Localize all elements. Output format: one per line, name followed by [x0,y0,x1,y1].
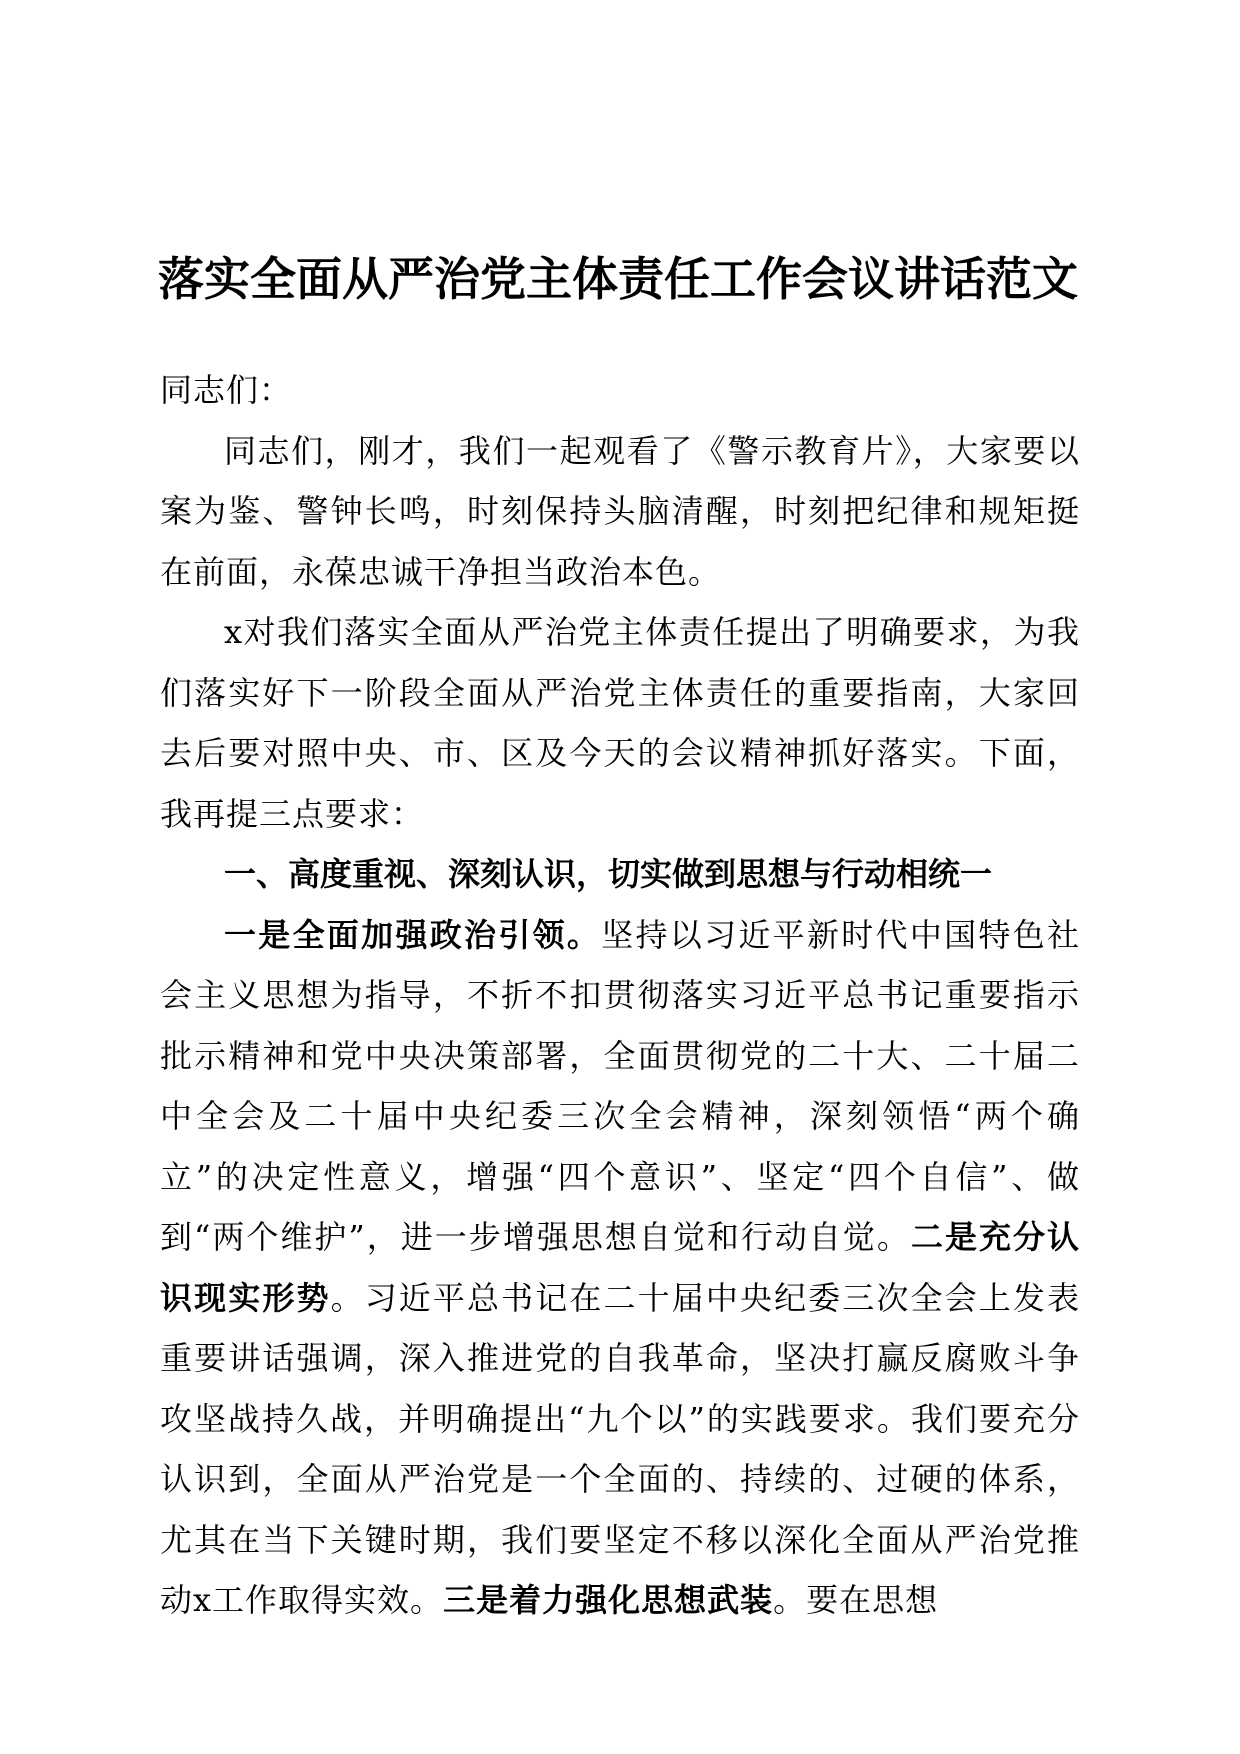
point-1-text: 坚持以习近平新时代中国特色社会主义思想为指导，不折不扣贯彻落实习近平总书记重要指示批示精神和党中央决策部署，全面贯彻党的二十大、二十届二中全会及二十届中央纪委三次全会精神，深刻领悟“两个确立”的决定性意义，增强“四个意识”、坚定“四个自信”、做到“两个维护”，进一步增强思想自觉和行动自觉。 [160,915,1080,1256]
point-3-text: 。要在思想 [773,1581,939,1619]
document-title: 落实全面从严治党主体责任工作会议讲话范文 [158,252,1078,306]
point-3-lead: 三是着力强化思想武装 [443,1581,774,1619]
section-heading-1: 一、高度重视、深刻认识，切实做到思想与行动相统一 [224,855,993,893]
paragraph-opening: 同志们，刚才，我们一起观看了《警示教育片》，大家要以案为鉴、警钟长鸣，时刻保持头脑清醒，时刻把纪律和规矩挺在前面，永葆忠诚干净担当政治本色。 [160,431,1080,591]
point-2-lead: 二是充分认识现实形势 [160,1218,1080,1317]
point-2-text: 。习近平总书记在二十届中央纪委三次全会上发表重要讲话强调，深入推进党的自我革命，坚决打赢反腐败斗争攻坚战持久战，并明确提出“九个以”的实践要求。我们要充分认识到，全面从严治党是一个全面的、持续的、过硬的体系，尤其在当下关键时期，我们要坚定不移以深化全面从严治党推动x工作取得实效。 [160,1278,1080,1619]
section-1-body [160,905,1080,1631]
paragraph-requirements-intro: x对我们落实全面从严治党主体责任提出了明确要求，为我们落实好下一阶段全面从严治党主体责任的重要指南，大家回去后要对照中央、市、区及今天的会议精神抓好落实。下面，我再提三点要求： [160,613,1080,833]
point-1-lead: 一是全面加强政治引领。 [224,915,602,954]
document-body [160,360,1080,1631]
salutation: 同志们： [160,371,293,409]
